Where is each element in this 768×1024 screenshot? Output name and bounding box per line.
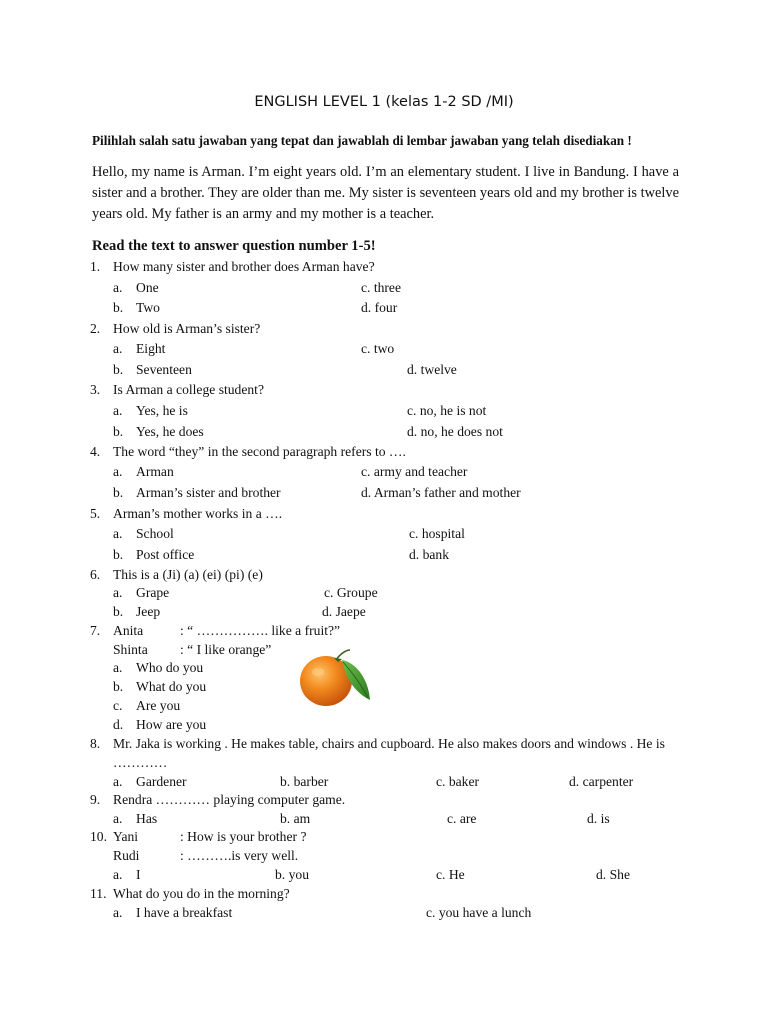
option-b: Post office <box>136 547 195 562</box>
option-a: Yes, he is <box>136 403 188 418</box>
option-c: c. baker <box>436 774 480 789</box>
question-text: Arman’s mother works in a …. <box>113 506 283 521</box>
option-letter: a. <box>113 774 123 789</box>
option-letter: a. <box>113 464 123 479</box>
option-d: d. Arman’s father and mother <box>361 485 521 500</box>
option-letter: b. <box>113 679 124 694</box>
option-letter: b. <box>113 604 124 619</box>
dialog-line: : “ ……………. like a fruit?” <box>180 623 341 638</box>
option-letter: a. <box>113 811 123 826</box>
option-letter: a. <box>113 905 123 920</box>
option-d: How are you <box>136 717 207 732</box>
question-number: 3. <box>90 382 101 397</box>
option-d: d. She <box>596 867 630 882</box>
question-number: 8. <box>90 736 101 751</box>
question-number: 9. <box>90 792 101 807</box>
option-d: d. carpenter <box>569 774 634 789</box>
option-letter: a. <box>113 867 123 882</box>
option-c: c. two <box>361 341 395 356</box>
speaker-name: Yani <box>113 829 139 844</box>
question-number: 6. <box>90 567 101 582</box>
option-letter: a. <box>113 526 123 541</box>
option-d: d. four <box>361 300 398 315</box>
question-text: What do you do in the morning? <box>113 886 290 901</box>
option-letter: b. <box>113 485 124 500</box>
option-b: Two <box>136 300 160 315</box>
question-number: 5. <box>90 506 101 521</box>
question-text: The word “they” in the second paragraph refers to …. <box>113 444 406 459</box>
speaker-name: Anita <box>113 623 144 638</box>
option-a: Has <box>136 811 158 826</box>
option-letter: a. <box>113 341 123 356</box>
option-c: c. no, he is not <box>407 403 487 418</box>
option-c: c. Groupe <box>324 585 378 600</box>
option-d: d. is <box>587 811 610 826</box>
option-letter: b. <box>113 362 124 377</box>
option-a: I <box>136 867 141 882</box>
question-number: 7. <box>90 623 101 638</box>
question-number: 10. <box>90 829 107 844</box>
option-a: Grape <box>136 585 170 600</box>
option-letter: b. <box>113 300 124 315</box>
question-text: Is Arman a college student? <box>113 382 264 397</box>
question-text: Mr. Jaka is working . He makes table, chairs and cupboard. He also makes doors and windows . He is <box>113 736 665 751</box>
question-number: 4. <box>90 444 101 459</box>
option-c: c. three <box>361 280 401 295</box>
option-c: Are you <box>136 698 181 713</box>
option-a: Arman <box>136 464 174 479</box>
option-d: d. no, he does not <box>407 424 503 439</box>
instruction: Pilihlah salah satu jawaban yang tepat dan jawablah di lembar jawaban yang telah disediakan ! <box>92 133 632 148</box>
question-number: 1. <box>90 259 101 274</box>
option-a: Who do you <box>136 660 204 675</box>
reading-passage: Hello, my name is Arman. I’m eight years old. I’m an elementary student. I live in Bandung. I have a sister and a brother. They are older than me. My sister is seventeen years old and my brother is twelve years old. My father is an army and my mother is a teacher. <box>92 164 679 222</box>
option-a: I have a breakfast <box>136 905 233 920</box>
dialog-line: : How is your brother ? <box>180 829 307 844</box>
option-letter: b. <box>113 424 124 439</box>
question-text-continued: ………… <box>113 755 168 770</box>
option-a: School <box>136 526 174 541</box>
speaker-name: Shinta <box>113 642 148 657</box>
option-d: d. Jaepe <box>322 604 366 619</box>
option-letter: c. <box>113 698 123 713</box>
question-text: How old is Arman’s sister? <box>113 321 261 336</box>
option-b: b. you <box>275 867 309 882</box>
dialog-line: : “ I like orange” <box>180 642 272 657</box>
question-text: Rendra ………… playing computer game. <box>113 792 346 807</box>
option-b: b. am <box>280 811 311 826</box>
option-letter: b. <box>113 547 124 562</box>
orange-fruit-icon <box>298 646 376 708</box>
option-letter: a. <box>113 403 123 418</box>
option-letter: d. <box>113 717 124 732</box>
option-a: Gardener <box>136 774 187 789</box>
speaker-name: Rudi <box>113 848 140 863</box>
option-c: c. you have a lunch <box>426 905 532 920</box>
option-d: d. bank <box>409 547 450 562</box>
option-c: c. army and teacher <box>361 464 468 479</box>
option-b: Jeep <box>136 604 161 619</box>
option-b: Seventeen <box>136 362 192 377</box>
option-b: What do you <box>136 679 207 694</box>
option-b: Arman’s sister and brother <box>136 485 281 500</box>
option-a: One <box>136 280 159 295</box>
question-text: This is a (Ji) (a) (ei) (pi) (e) <box>113 567 263 582</box>
option-b: Yes, he does <box>136 424 204 439</box>
question-number: 11. <box>90 886 107 901</box>
dialog-line: : ……….is very well. <box>180 848 299 863</box>
option-c: c. are <box>447 811 477 826</box>
option-c: c. hospital <box>409 526 465 541</box>
option-letter: a. <box>113 585 123 600</box>
option-d: d. twelve <box>407 362 457 377</box>
page-title: ENGLISH LEVEL 1 (kelas 1-2 SD /MI) <box>254 94 514 110</box>
option-a: Eight <box>136 341 166 356</box>
option-letter: a. <box>113 280 123 295</box>
question-number: 2. <box>90 321 101 336</box>
section-heading: Read the text to answer question number 1-5! <box>92 238 376 254</box>
question-text: How many sister and brother does Arman have? <box>113 259 375 274</box>
option-b: b. barber <box>280 774 329 789</box>
option-letter: a. <box>113 660 123 675</box>
option-c: c. He <box>436 867 465 882</box>
